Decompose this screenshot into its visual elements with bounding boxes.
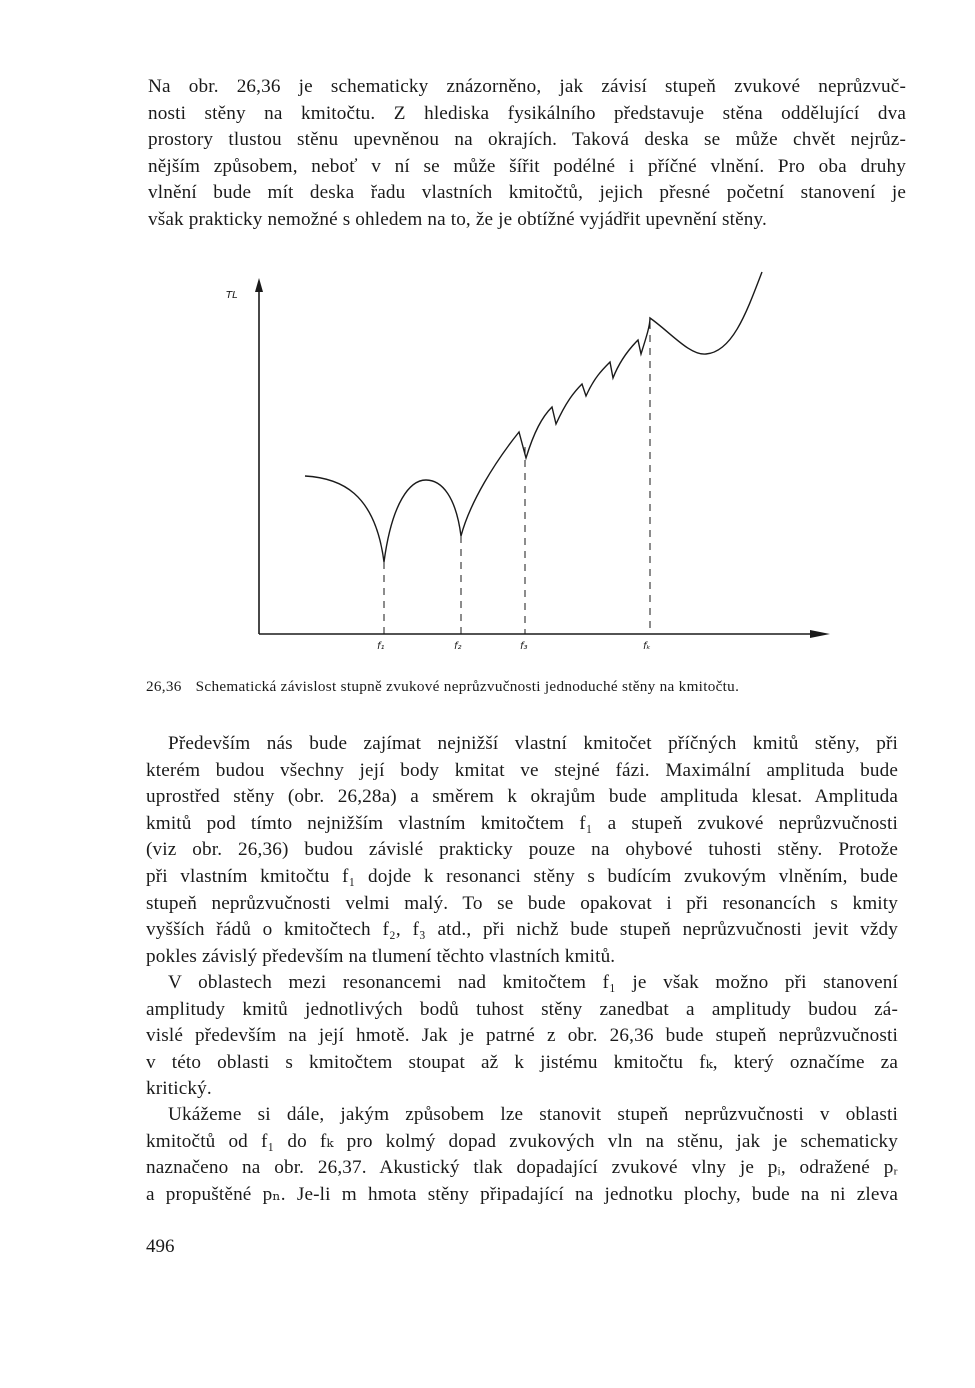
paragraph-2 (146, 731, 898, 970)
tl-curve (305, 272, 762, 562)
paragraph-1 (148, 74, 906, 234)
text-line: nosti stěny na kmitočtu. Z hlediska fysikálního představuje stěna oddělující dva (148, 102, 906, 124)
tick-label-fk: fₖ (643, 641, 651, 652)
text-line: prostory tlustou stěnu upevněnou na okrajích. Taková deska se může chvět nejrůz- (148, 129, 906, 151)
text-line: kmitočtů od f₁ do fₖ pro kolmý dopad zvukových vln na stěnu, jak je schematicky (146, 1130, 898, 1152)
paragraph-3 (146, 970, 898, 1103)
text-line: pokles závislý především na tlumení těchto vlastních kmitů. (146, 945, 616, 967)
tick-label-f2: f₂ (454, 641, 462, 652)
text-line: Na obr. 26,36 je schematicky znázorněno, jak závisí stupeň zvukové neprůzvuč- (148, 76, 906, 97)
text-line: Ukážeme si dále, jakým způsobem lze stanovit stupeň neprůzvučnosti v oblasti (168, 1104, 898, 1125)
x-axis-arrow (810, 630, 830, 638)
y-axis-arrow (255, 278, 263, 292)
text-line: uprostřed stěny (obr. 26,28a) a směrem k okrajům bude amplituda klesat. Amplituda (146, 786, 898, 808)
caption-text: Schematická závislost stupně zvukové neprůzvučnosti jednoduché stěny na kmitočtu. (195, 678, 740, 695)
page-number: 496 (146, 1236, 175, 1257)
transmission-loss-graph (210, 262, 840, 672)
text-line: Především nás bude zajímat nejnižší vlastní kmitočet příčných kmitů stěny, při (168, 733, 898, 754)
text-line: kmitů pod tímto nejnižším vlastním kmitočtem f₁ a stupeň zvukové neprůzvučnosti (146, 812, 898, 834)
figure-caption (146, 678, 906, 696)
paragraph-4 (146, 1102, 898, 1208)
y-axis-label: TL (226, 290, 238, 301)
figure-26-36 (210, 262, 840, 672)
text-line: vyšších řádů o kmitočtech f₂, f₃ atd., při nichž bude stupeň neprůzvučnosti jevit vždy (146, 919, 898, 941)
text-line: při vlastním kmitočtu f₁ dojde k resonanci stěny s budícím zvukovým vlněním, bude (146, 865, 898, 887)
text-line: vislé především na její hmotě. Jak je patrné z obr. 26,36 bude stupeň neprůzvučnosti (146, 1025, 898, 1047)
tick-label-f3: f₃ (520, 641, 528, 652)
text-line: vlnění bude mít deska řadu vlastních kmitočtů, jejich přesné početní stanovení je (148, 182, 906, 204)
text-line: kritický. (146, 1078, 212, 1100)
text-line: však prakticky nemožné s ohledem na to, že je obtížné vyjádřit upevnění stěny. (148, 208, 767, 230)
text-line: v této oblasti s kmitočtem stoupat až k jistému kmitočtu fₖ, který označíme za (146, 1051, 898, 1073)
text-line: a propuštěné pₙ. Je-li m hmota stěny připadající na jednotku plochy, bude na ni zleva (146, 1183, 898, 1205)
text-line: V oblastech mezi resonancemi nad kmitočtem f₁ je však možno při stanovení (168, 972, 898, 993)
tick-label-f1: f₁ (377, 641, 385, 652)
text-line: nějším způsobem, neboť v ní se může šířit podélné i příčné vlnění. Pro oba druhy (148, 155, 906, 177)
text-line: (viz obr. 26,36) budou závislé prakticky pouze na ohybové tuhosti stěny. Protože (146, 839, 898, 861)
text-line: kterém budou všechny její body kmitat ve stejné fázi. Maximální amplituda bude (146, 759, 898, 781)
text-line: amplitudy kmitů jednotlivých bodů tuhost stěny zanedbat a amplitudy budou zá- (146, 998, 898, 1020)
text-line: naznačeno na obr. 26,37. Akustický tlak dopadající zvukové vlny je pᵢ, odražené pᵣ (146, 1157, 898, 1179)
text-line: stupeň neprůzvučnosti velmi malý. To se bude opakovat i při resonancích s kmity (146, 892, 898, 914)
caption-number: 26,36 (146, 678, 182, 695)
